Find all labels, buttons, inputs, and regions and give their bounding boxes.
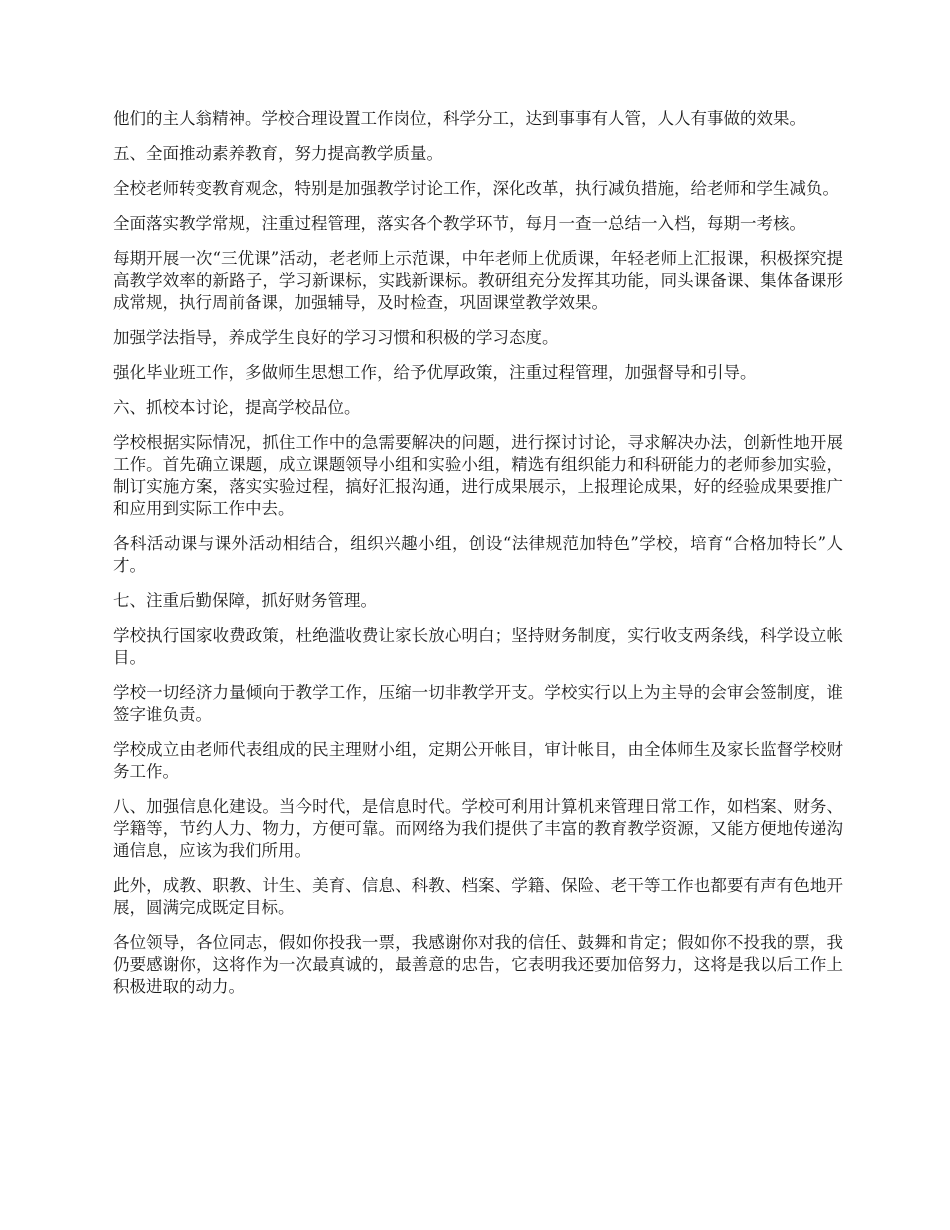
closing-paragraph: 各位领导，各位同志，假如你投我一票，我感谢你对我的信任、鼓舞和肯定；假如你不投我的票，我仍要感谢你，这将作为一次最真诚的，最善意的忠告，它表明我还要加倍努力，这将是我以后工作上积极进取的动力。 [113,933,843,996]
paragraph: 学校执行国家收费政策，杜绝滥收费让家长放心明白；坚持财务制度，实行收支两条线，科学设立帐目。 [113,626,843,667]
paragraph: 他们的主人翁精神。学校合理设置工作岗位，科学分工，达到事事有人管，人人有事做的效果。 [113,109,806,128]
paragraph: 学校一切经济力量倾向于教学工作，压缩一切非教学开支。学校实行以上为主导的会审会签制度，谁签字谁负责。 [113,683,843,724]
paragraph: 全校老师转变教育观念，特别是加强教学讨论工作，深化改革，执行减负措施，给老师和学生减负。 [113,179,839,198]
section-heading: 七、注重后勤保障，抓好财务管理。 [113,591,377,610]
section-heading: 五、全面推动素养教育，努力提高教学质量。 [113,144,443,163]
section-paragraph: 八、加强信息化建设。当今时代，是信息时代。学校可利用计算机来管理日常工作，如档案、财务、学籍等，节约人力、物力，方便可靠。而网络为我们提供了丰富的教育教学资源，又能方便地传递沟通信息，应该为我们所用。 [113,797,843,860]
section-heading: 六、抓校本讨论，提高学校品位。 [113,398,361,417]
paragraph: 全面落实教学常规，注重过程管理，落实各个教学环节，每月一查一总结一入档，每期一考核。 [113,214,806,233]
paragraph: 学校根据实际情况，抓住工作中的急需要解决的问题，进行探讨讨论，寻求解决办法，创新性地开展工作。首先确立课题，成立课题领导小组和实验小组，精选有组织能力和科研能力的老师参加实验，制订实施方案，落实实验过程，搞好汇报沟通，进行成果展示，上报理论成果，好的经验成果要推广和应用到实际工作中去。 [113,433,843,518]
paragraph: 此外，成教、职教、计生、美育、信息、科教、档案、学籍、保险、老干等工作也都要有声有色地开展，圆满完成既定目标。 [113,876,843,917]
paragraph: 各科活动课与课外活动相结合，组织兴趣小组，创设“法律规范加特色”学校，培育“合格加特长”人才。 [113,534,843,575]
paragraph: 加强学法指导，养成学生良好的学习习惯和积极的学习态度。 [113,328,559,347]
paragraph: 强化毕业班工作，多做师生思想工作，给予优厚政策，注重过程管理，加强督导和引导。 [113,363,757,382]
document-body [113,108,843,1011]
paragraph: 每期开展一次“三优课”活动，老老师上示范课，中年老师上优质课，年轻老师上汇报课，积极探究提高教学效率的新路子，学习新课标，实践新课标。教研组充分发挥其功能，同头课备课、集体备课形成常规，执行周前备课，加强辅导，及时检查，巩固课堂教学效果。 [113,249,843,312]
paragraph: 学校成立由老师代表组成的民主理财小组，定期公开帐目，审计帐目，由全体师生及家长监督学校财务工作。 [113,740,843,781]
